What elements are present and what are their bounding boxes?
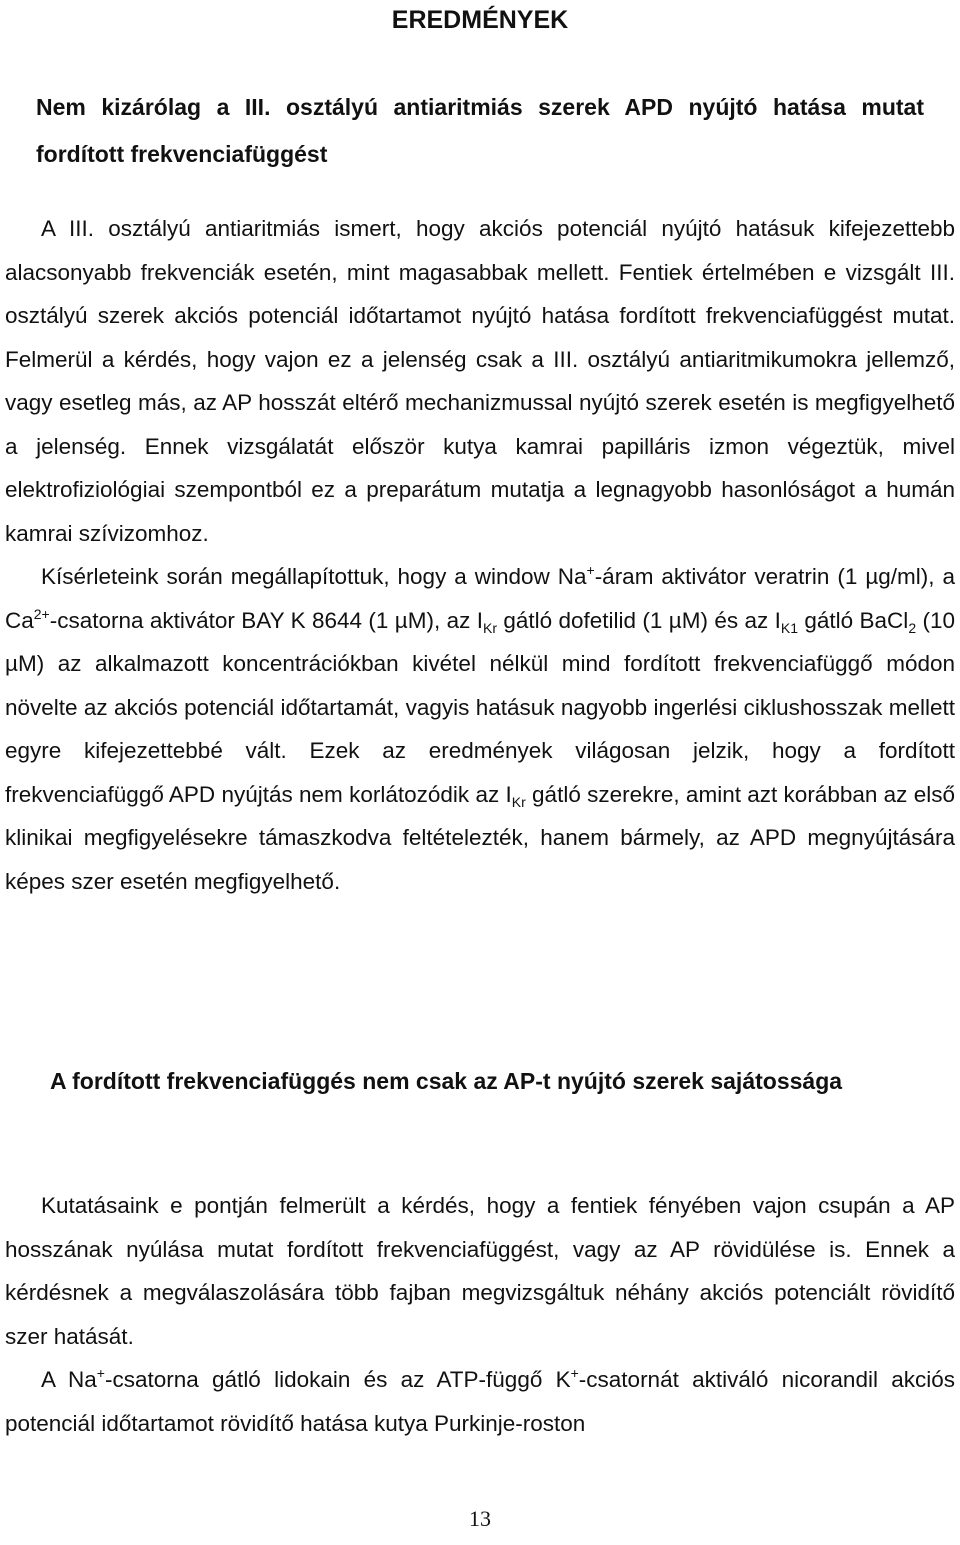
paragraph-3: Kutatásaink e pontján felmerült a kérdés, hogy a fentiek fényében vajon csupán a AP hosszának nyúlása mutat fordított frekvenciafüggést, vagy az AP rövidülése is. Ennek a kérdésnek a megválaszolására több fajban megvizsgáltuk néhány akciós potenciált rövidítő szer hatását. [5, 1193, 955, 1349]
section-1-body [5, 207, 955, 903]
section-2-body [5, 1184, 955, 1445]
paragraph-1: A III. osztályú antiaritmiás ismert, hogy akciós potenciál nyújtó hatásuk kifejezettebb alacsonyabb frekvenciák esetén, mint magasabbak mellett. Fentiek értelmében e vizsgált III. osztályú szerek akciós potenciál időtartamot nyújtó hatása fordított frekvenciafüggést mutat. Felmerül a kérdés, hogy vajon ez a jelenség csak a III. osztályú antiaritmikumokra jellemző, vagy esetleg más, az AP hosszát eltérő mechanizmussal nyújtó szerek esetén is megfigyelhető a jelenség. Ennek vizsgálatát először kutya kamrai papilláris izmon végeztük, mivel elektrofiziológiai szempontból ez a preparátum mutatja a legnagyobb hasonlóságot a humán kamrai szívizomhoz. [5, 216, 955, 546]
section-heading-2: A fordított frekvenciafüggés nem csak az AP-t nyújtó szerek sajátossága [50, 1068, 843, 1094]
page-title: EREDMÉNYEK [391, 6, 569, 34]
paragraph-4: A Na+-csatorna gátló lidokain és az ATP-függő K+-csatornát aktiváló nicorandil akciós potenciál időtartamot rövidítő hatása kutya Purkinje-roston [5, 1365, 955, 1436]
page-number: 13 [469, 1506, 491, 1531]
section-heading-1: Nem kizárólag a III. osztályú antiaritmiás szerek APD nyújtó hatása mutat fordított frekvenciafüggést [36, 94, 924, 167]
paragraph-2: Kísérleteink során megállapítottuk, hogy a window Na+-áram aktivátor veratrin (1 µg/ml), a $Ca^{2+}$-csatorna aktivátor BAY K 8644 (1 µM), az $I_{Kr}$ gátló dofetilid (1 µM) és az $I_{K1}$ gátló BaCl$_2$ (10 µM) az alkalmazott koncentrációkban kivétel nélkül mind fordított frekvenciafüggő módon növelte az akciós potenciál időtartamát, vagyis hatásuk nagyobb ingerlési ciklushosszak mellett egyre kifejezettebbé vált. Ezek az eredmények világosan jelzik, hogy a fordított frekvenciafüggő APD nyújtás nem korlátozódik az $I_{Kr}$ gátló szerekre, amint azt korábban az első klinikai megfigyelésekre támaszkodva feltételezték, hanem bármely, az APD megnyújtására képes szer esetén megfigyelhető. [5, 562, 955, 894]
